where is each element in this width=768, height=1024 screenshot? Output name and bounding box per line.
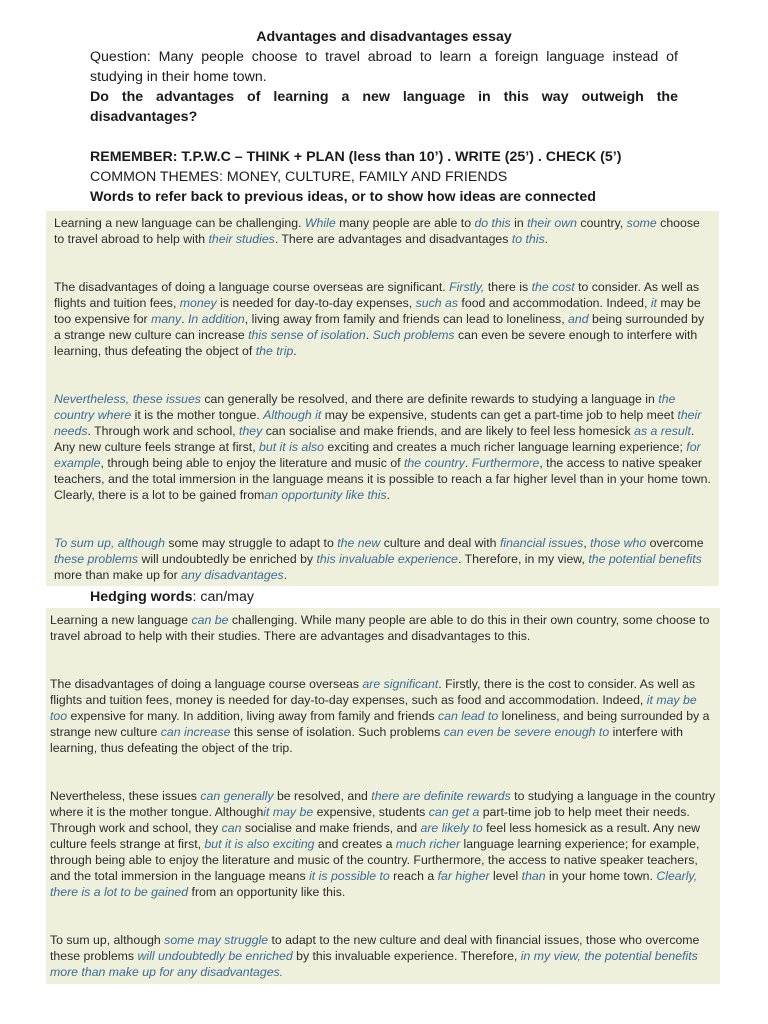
essay-paragraph xyxy=(54,391,711,503)
common-themes-line: COMMON THEMES: MONEY, CULTURE, FAMILY AND FRIENDS xyxy=(90,169,508,185)
question-line-1: Question: Many people choose to travel abroad to learn a foreign language instead of xyxy=(90,49,678,65)
essay-text: from an opportunity like this. xyxy=(188,885,346,899)
essay-text: many people are able to xyxy=(335,216,475,230)
highlighted-phrase: an opportunity like this xyxy=(264,488,387,502)
essay-text: in your home town. xyxy=(545,869,657,883)
remember-line: REMEMBER: T.P.W.C – THINK + PLAN (less than 10’) . WRITE (25’) . CHECK (5’) xyxy=(90,149,622,165)
essay-text: by this invaluable experience. Therefore, xyxy=(292,949,521,963)
essay-paragraph xyxy=(50,788,716,900)
essay-text: language learning experience; for example, through being able to enjoy the literature and music of the country. Furthermore, the access to native speaker teachers, and the total immersion in the language means xyxy=(50,837,700,883)
essay-text: food and accommodation. Indeed, xyxy=(458,296,651,310)
essay-text: more than make up for xyxy=(54,568,182,582)
highlighted-phrase: than xyxy=(521,869,546,883)
hedging-value: : can/may xyxy=(192,589,254,605)
essay-text: in xyxy=(510,216,528,230)
highlighted-phrase: are significant xyxy=(362,677,439,691)
highlighted-phrase: this sense of isolation xyxy=(248,328,366,342)
highlighted-phrase: the cost xyxy=(531,280,575,294)
highlighted-phrase: these problems xyxy=(54,552,139,566)
essay-text: interfere with learning, thus defeating the object of the trip. xyxy=(50,725,683,755)
highlighted-phrase: To sum up, although xyxy=(54,536,165,550)
highlighted-phrase: as a result xyxy=(634,424,691,438)
essay-referencing-box xyxy=(46,211,719,586)
highlighted-phrase: can xyxy=(221,821,242,835)
essay-text: is needed for day-to-day expenses, xyxy=(216,296,416,310)
highlighted-phrase: much richer xyxy=(395,837,461,851)
essay-text: . xyxy=(544,232,549,246)
essay-paragraph xyxy=(50,932,716,980)
highlighted-phrase: those who xyxy=(590,536,647,550)
essay-text: there is xyxy=(484,280,532,294)
highlighted-phrase: such as xyxy=(415,296,459,310)
essay-text: overcome xyxy=(646,536,704,550)
essay-text: . There are advantages and disadvantages xyxy=(274,232,512,246)
essay-text: reach a xyxy=(389,869,438,883)
highlighted-phrase: are likely to xyxy=(420,821,483,835)
essay-text: , xyxy=(583,536,591,550)
essay-text: Nevertheless, these issues xyxy=(50,789,201,803)
essay-text: . Through work and school, xyxy=(87,424,240,438)
essay-text: . Firstly, there is the cost to consider. As well as flights and tuition fees, money is needed for day-to-day expenses, such as food and accommodation. Indeed, xyxy=(50,677,696,707)
question-prompt-line-1: Do the advantages of learning a new language in this way outweigh the xyxy=(90,89,678,105)
essay-text: may be expensive, students can get a part-time job to help meet xyxy=(321,408,678,422)
highlighted-phrase: far higher xyxy=(437,869,490,883)
highlighted-phrase: any disadvantages xyxy=(181,568,284,582)
refer-back-heading: Words to refer back to previous ideas, or to show how ideas are connected xyxy=(90,189,596,205)
essay-text: feel less homesick as a result. Any new culture feels strange at first, xyxy=(50,821,701,851)
essay-text: challenging. While many people are able to do this in their own country, some choose to travel abroad to help with their studies. There are advantages and disadvantages to this. xyxy=(50,613,710,643)
highlighted-phrase: the country xyxy=(404,456,465,470)
essay-text: to studying a language in the country where it is the mother tongue. Although xyxy=(50,789,716,819)
highlighted-phrase: the country where xyxy=(54,392,676,422)
essay-text: , through being able to enjoy the literature and music of xyxy=(100,456,404,470)
essay-text: part-time job to help meet their needs. Through work and school, they xyxy=(50,805,690,835)
highlighted-phrase: some xyxy=(626,216,657,230)
highlighted-phrase: money xyxy=(179,296,217,310)
highlighted-phrase: Clearly, there is a lot to be gained xyxy=(50,869,698,899)
essay-text: can even be severe enough to interfere with learning, thus defeating the object of xyxy=(54,328,698,358)
essay-text: , the access to native speaker teachers, and the total immersion in the language means it is possible to reach a far higher level than in your home town. Clearly, there is a lot to be gained from xyxy=(54,456,711,502)
essay-text: be resolved, and xyxy=(273,789,372,803)
highlighted-phrase: financial issues xyxy=(499,536,584,550)
highlighted-phrase: Such problems xyxy=(372,328,455,342)
essay-text: country, xyxy=(577,216,627,230)
essay-text: and creates a xyxy=(314,837,396,851)
highlighted-phrase: In addition xyxy=(188,312,245,326)
highlighted-phrase: the potential benefits xyxy=(588,552,702,566)
highlighted-phrase: can get a xyxy=(428,805,480,819)
essay-paragraph xyxy=(54,215,711,247)
highlighted-phrase: this invaluable experience xyxy=(316,552,459,566)
essay-text: culture and deal with xyxy=(380,536,500,550)
highlighted-phrase: it is possible to xyxy=(309,869,390,883)
essay-text: may be too expensive for xyxy=(54,296,701,326)
highlighted-phrase: for example xyxy=(54,440,701,470)
highlighted-phrase: do this xyxy=(474,216,511,230)
highlighted-phrase: many xyxy=(151,312,182,326)
essay-text: . Therefore, in my view, xyxy=(458,552,589,566)
essay-text: . xyxy=(464,456,472,470)
essay-text: socialise and make friends, and xyxy=(241,821,421,835)
highlighted-phrase: will undoubtedly be enriched xyxy=(137,949,293,963)
question-prompt-line-2: disadvantages? xyxy=(90,109,198,125)
highlighted-phrase: their needs xyxy=(54,408,702,438)
highlighted-phrase: and xyxy=(568,312,589,326)
essay-text: , living away from family and friends can lead to loneliness, xyxy=(244,312,569,326)
question-line-2: studying in their home town. xyxy=(90,69,267,85)
highlighted-phrase: can be xyxy=(191,613,229,627)
essay-text: it is the mother tongue. xyxy=(131,408,264,422)
essay-text: . xyxy=(181,312,188,326)
highlighted-phrase: Furthermore xyxy=(471,456,540,470)
essay-text: loneliness, and being surrounded by a strange new culture xyxy=(50,709,710,739)
essay-text: Learning a new language xyxy=(50,613,192,627)
highlighted-phrase: it may be xyxy=(263,805,314,819)
essay-text: . xyxy=(283,568,288,582)
highlighted-phrase: Firstly, xyxy=(449,280,485,294)
essay-paragraph xyxy=(50,676,716,756)
essay-text: . xyxy=(293,344,297,358)
highlighted-phrase: can even be severe enough to xyxy=(443,725,610,739)
highlighted-phrase: it may be too xyxy=(50,693,697,723)
highlighted-phrase: While xyxy=(304,216,336,230)
highlighted-phrase: in my view, the potential benefits more than make up for any disadvantages. xyxy=(50,949,698,979)
essay-hedging-box xyxy=(46,608,720,984)
highlighted-phrase: can generally xyxy=(200,789,274,803)
hedging-heading xyxy=(90,587,254,607)
essay-text: being surrounded by a strange new culture can increase xyxy=(54,312,705,342)
essay-text: The disadvantages of doing a language course overseas xyxy=(50,677,363,691)
highlighted-phrase: their own xyxy=(527,216,577,230)
essay-text: will undoubtedly be enriched by xyxy=(138,552,317,566)
highlighted-phrase: Although it xyxy=(263,408,322,422)
essay-text: some may struggle to adapt to xyxy=(164,536,338,550)
essay-text: choose to travel abroad to help with xyxy=(54,216,700,246)
essay-text: can socialise and make friends, and are likely to feel less homesick xyxy=(262,424,635,438)
highlighted-phrase: but it is also xyxy=(259,440,324,454)
highlighted-phrase: there are definite rewards xyxy=(371,789,511,803)
essay-paragraph xyxy=(54,279,711,359)
highlighted-phrase: the new xyxy=(337,536,381,550)
essay-text: this sense of isolation. Such problems xyxy=(230,725,444,739)
essay-text: to adapt to the new culture and deal with financial issues, those who overcome these problems xyxy=(50,933,700,963)
highlighted-phrase: their studies xyxy=(208,232,275,246)
highlighted-phrase: the trip xyxy=(255,344,294,358)
essay-text: Learning a new language can be challenging. xyxy=(54,216,305,230)
essay-header xyxy=(90,27,678,207)
highlighted-phrase: it xyxy=(650,296,657,310)
highlighted-phrase: to this xyxy=(511,232,545,246)
essay-paragraph xyxy=(50,612,716,644)
essay-text: expensive for many. In addition, living away from family and friends xyxy=(67,709,439,723)
essay-text: To sum up, although xyxy=(50,933,165,947)
highlighted-phrase: but it is also exciting xyxy=(204,837,315,851)
spacer xyxy=(90,127,678,147)
highlighted-phrase: can increase xyxy=(160,725,231,739)
essay-text: . xyxy=(386,488,391,502)
essay-text: can generally be resolved, and there are definite rewards to studying a language in xyxy=(200,392,659,406)
highlighted-phrase: some may struggle xyxy=(164,933,269,947)
highlighted-phrase: Nevertheless, these issues xyxy=(54,392,201,406)
essay-text: expensive, students xyxy=(313,805,429,819)
essay-text: . Any new culture feels strange at first, xyxy=(54,424,695,454)
essay-text: The disadvantages of doing a language course overseas are significant. xyxy=(54,280,450,294)
highlighted-phrase: can lead to xyxy=(438,709,499,723)
hedging-label: Hedging words xyxy=(90,589,193,605)
highlighted-phrase: they xyxy=(239,424,263,438)
essay-text: level xyxy=(489,869,522,883)
essay-paragraph xyxy=(54,535,711,583)
essay-text: to consider. As well as flights and tuition fees, xyxy=(54,280,700,310)
page-title: Advantages and disadvantages essay xyxy=(256,29,512,45)
essay-text: exciting and creates a much richer language learning experience; xyxy=(323,440,687,454)
essay-text: . xyxy=(365,328,373,342)
